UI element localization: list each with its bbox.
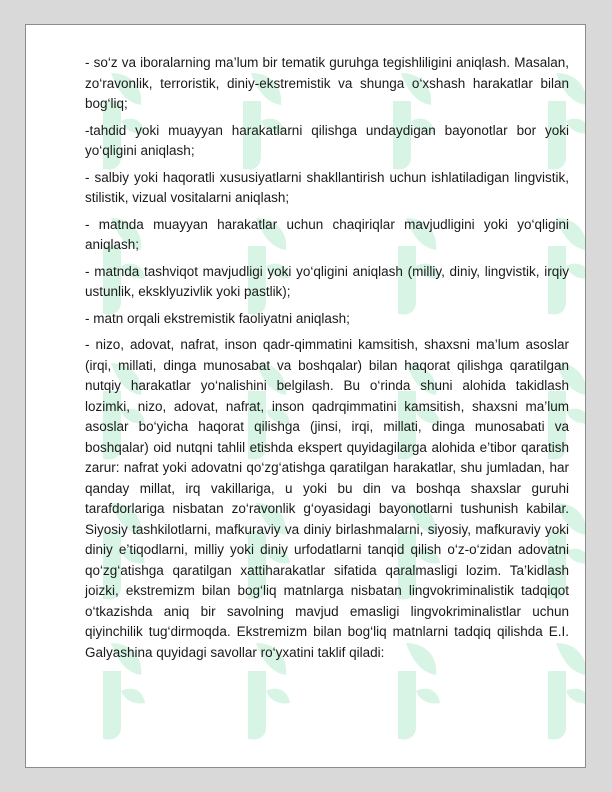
paragraph-3: - salbiy yoki haqoratli xususiyatlarni shakllantirish uchun ishlatiladigan lingvistik, stilistik, vizual vositalarni aniqlash; [85, 169, 569, 205]
paragraph-7: - nizo, adovat, nafrat, inson qadr-qimmatini kamsitish, shaxsni ma’lum asoslar (irqi, millati, dinga munosabat va boshqalar) bilan haqorat qilishga qaratilgan nutqiy harakatlar yo‘nalishini belgilash. Bu o‘rinda shuni alohida takidlash lozimki, nizo, adovat, nafrat, inson qadrqimmatini kamsitish, shaxsni ma’lum asoslar bo‘yicha haqorat qilishga (jinsi, irqi, millati, dinga munosabati va boshqalar) oid nutqni tahlil etishda ekspert quyidagilarga alohida e’tibor qaratish zarur: nafrat yoki adovatni qo‘zg‘atishga qaratilgan harakatlar, shu jumladan, har qanday millat, irq vakillariga, u yoki bu din va boshqa shaxslar guruhi tarafdorlariga nisbatan zo‘ravonlik g‘oyasidagi bayonotlarni tushunish kabilar. Siyosiy tashkilotlarni, mafkuraviy va diniy birlashmalarni, siyosiy, mafkuraviy yoki diniy e’tiqodlarni, milliy yoki diniy urfodatlarni tanqid qilish o‘z-o‘zidan adovatni qo‘zg‘atishga qaratilgan xattiharakatlar sifatida qaralmasligi lozim. Ta’kidlash joizki, ekstremizm bilan bog‘liq matnlarga nisbatan lingvokriminalistik tadqiqot o‘tkazishda aniq bir savolning mavjud emasligi lingvokriminalistlar uchun qiyinchilik tug‘dirmoqda. Ekstremizm bilan bog‘liq matnlarni tadqiq qilishda E.I. Galyashina quyidagi savollar ro‘yxatini taklif qiladi: [85, 337, 569, 660]
paragraph-4: - matnda muayyan harakatlar uchun chaqiriqlar mavjudligini yoki yo‘qligini aniqlash; [85, 216, 569, 252]
paragraph-5: - matnda tashviqot mavjudligi yoki yo‘qligini aniqlash (milliy, diniy, lingvistik, irqiy ustunlik, eksklyuzivlik yoki pastlik); [85, 263, 569, 299]
paragraph-2: -tahdid yoki muayyan harakatlarni qilishga undaydigan bayonotlar bor yoki yo‘qligini aniqlash; [85, 122, 569, 158]
document-body [85, 53, 569, 669]
document-page [25, 24, 586, 768]
paragraph-1: - so‘z va iboralarning ma’lum bir tematik guruhga tegishliligini aniqlash. Masalan, zo‘ravonlik, terroristik, diniy-ekstremistik va shunga o‘xshash harakatlar bilan bog‘liq; [85, 55, 569, 111]
paragraph-6: - matn orqali ekstremistik faoliyatni aniqlash; [85, 310, 350, 326]
